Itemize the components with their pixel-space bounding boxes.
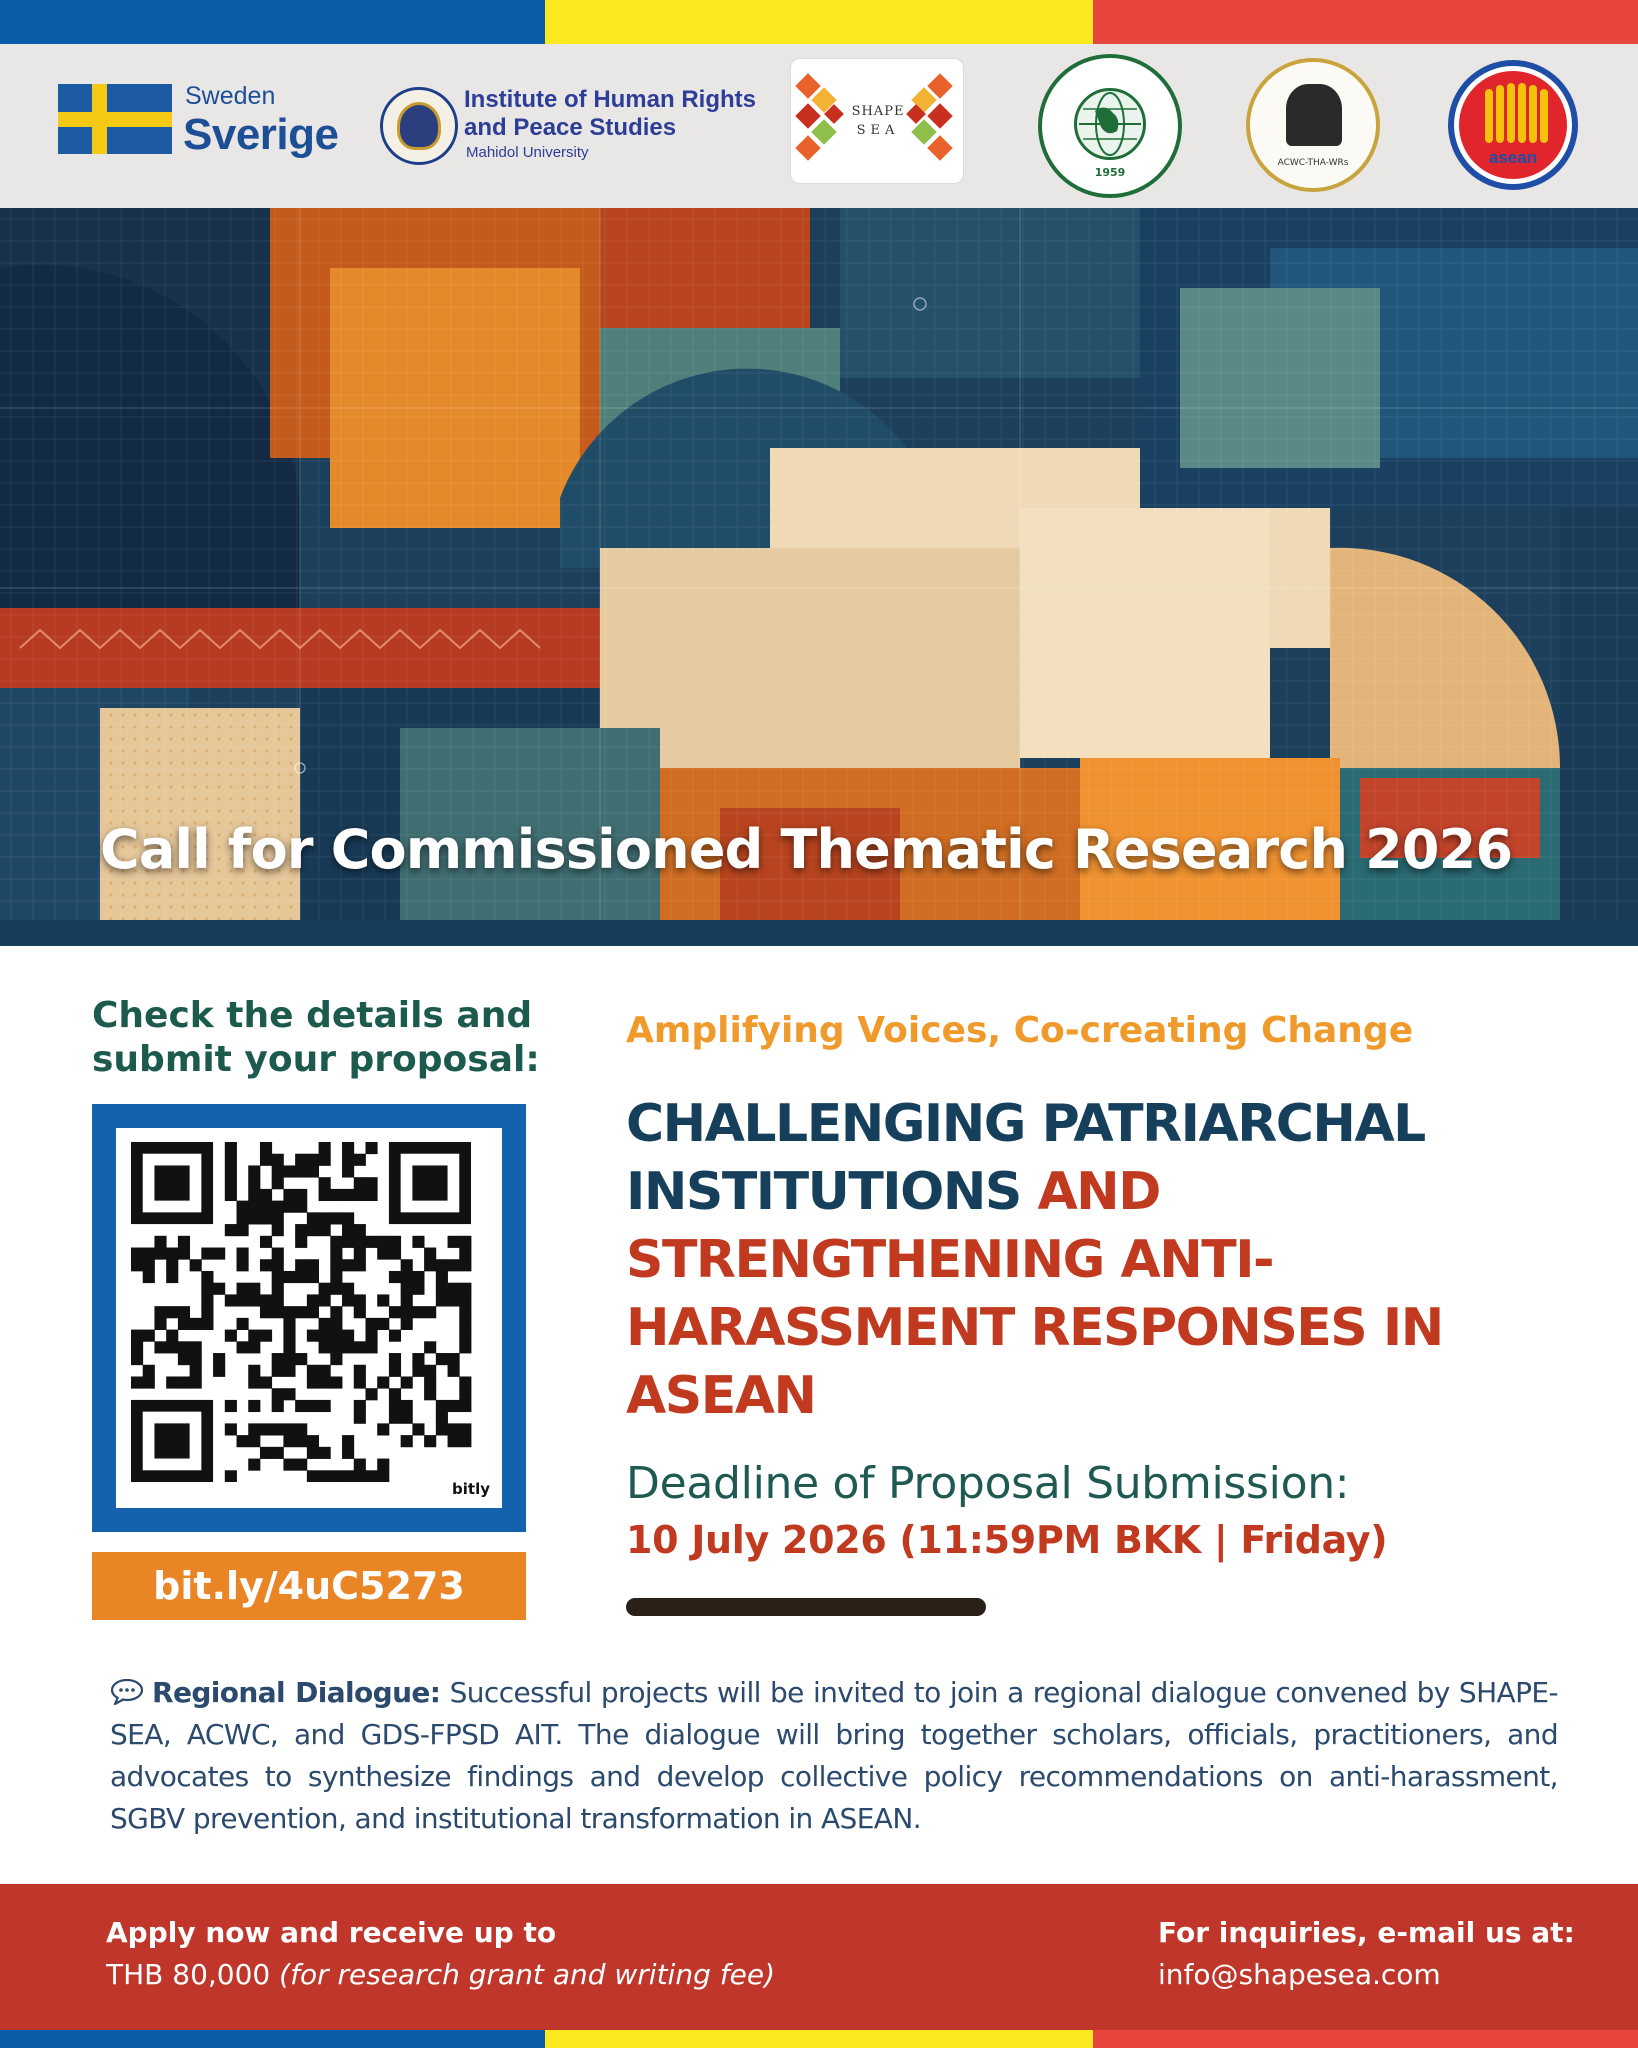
deadline-label: Deadline of Proposal Submission:	[626, 1458, 1350, 1509]
globe-icon	[1074, 88, 1146, 160]
hero-artwork	[0, 208, 1638, 920]
hero-title: Call for Commissioned Thematic Research 2026	[100, 818, 1513, 881]
bitly-logo: bitly	[452, 1480, 490, 1498]
dialogue-lead: Regional Dialogue:	[152, 1676, 441, 1709]
acwc-label: ACWC-THA-WRs	[1277, 158, 1349, 168]
research-title-part1: CHALLENGING PATRIARCHAL INSTITUTIONS	[626, 1094, 1425, 1222]
regional-dialogue-paragraph	[110, 1672, 1558, 1840]
decorative-underline	[626, 1598, 986, 1616]
contact-email[interactable]: info@shapesea.com	[1158, 1958, 1441, 1991]
acwc-logo	[1246, 58, 1380, 192]
apply-heading: Apply now and receive up to	[106, 1916, 557, 1949]
shape-sea-text1: SHAPE	[851, 104, 905, 119]
ihrp-name-line1: Institute of Human Rights	[464, 86, 756, 113]
sweden-flag-icon	[58, 84, 172, 154]
ihrp-name-line2: and Peace Studies	[464, 114, 677, 141]
speech-bubble-icon	[110, 1679, 144, 1705]
research-title-part2: AND STRENGTHENING ANTI-HARASSMENT RESPONSES IN ASEAN	[626, 1162, 1443, 1426]
hero-bottom-bar	[0, 920, 1638, 946]
grant-amount	[106, 1958, 775, 1991]
grant-amount-value: THB 80,000	[106, 1958, 271, 1991]
deadline-date: 10 July 2026 (11:59PM BKK | Friday)	[626, 1518, 1388, 1562]
qr-code-frame[interactable]	[92, 1104, 526, 1532]
shape-sea-logo	[790, 58, 964, 184]
qr-code[interactable]	[116, 1128, 502, 1508]
bottom-color-strip	[0, 2030, 1638, 2048]
sweden-logo-text: Sweden	[185, 82, 276, 110]
footer-banner	[0, 1884, 1638, 2030]
research-title	[626, 1090, 1606, 1430]
grant-amount-note: (for research grant and writing fee)	[279, 1958, 775, 1991]
ihrp-university: Mahidol University	[466, 144, 589, 161]
ait-year: 1959	[1094, 166, 1126, 179]
inquiry-heading: For inquiries, e-mail us at:	[1158, 1916, 1575, 1949]
shape-sea-pattern-icon	[791, 59, 965, 185]
dialogue-text: Successful projects will be invited to join a regional dialogue convened by SHAPE-SEA, ACWC, and GDS-FPSD AIT. The dialogue will bring together scholars, officials, practitioners, and advocates to synthesize findings and develop collective policy recommendations on anti-harassment, SGBV prevention, and institutional transformation in ASEAN.	[110, 1676, 1558, 1835]
globe-grid-icon	[1077, 91, 1143, 157]
theme-subtitle: Amplifying Voices, Co-creating Change	[626, 1010, 1414, 1051]
partner-logo-band	[0, 44, 1638, 208]
shape-sea-text2: SEA	[856, 123, 900, 138]
geometric-pattern-artwork	[0, 208, 1638, 920]
qr-code-pattern-icon	[131, 1142, 487, 1482]
cta-heading: Check the details and submit your proposal:	[92, 995, 540, 1080]
acwc-emblem-icon	[1286, 84, 1342, 146]
ait-logo	[1038, 54, 1182, 198]
mahidol-seal-icon	[380, 87, 458, 165]
sverige-logo-text: Sverige	[183, 110, 339, 159]
asean-wordmark: asean	[1488, 148, 1538, 167]
top-color-strip	[0, 0, 1638, 44]
proposal-link[interactable]: bit.ly/4uC5273	[92, 1552, 526, 1620]
asean-logo	[1448, 60, 1578, 190]
